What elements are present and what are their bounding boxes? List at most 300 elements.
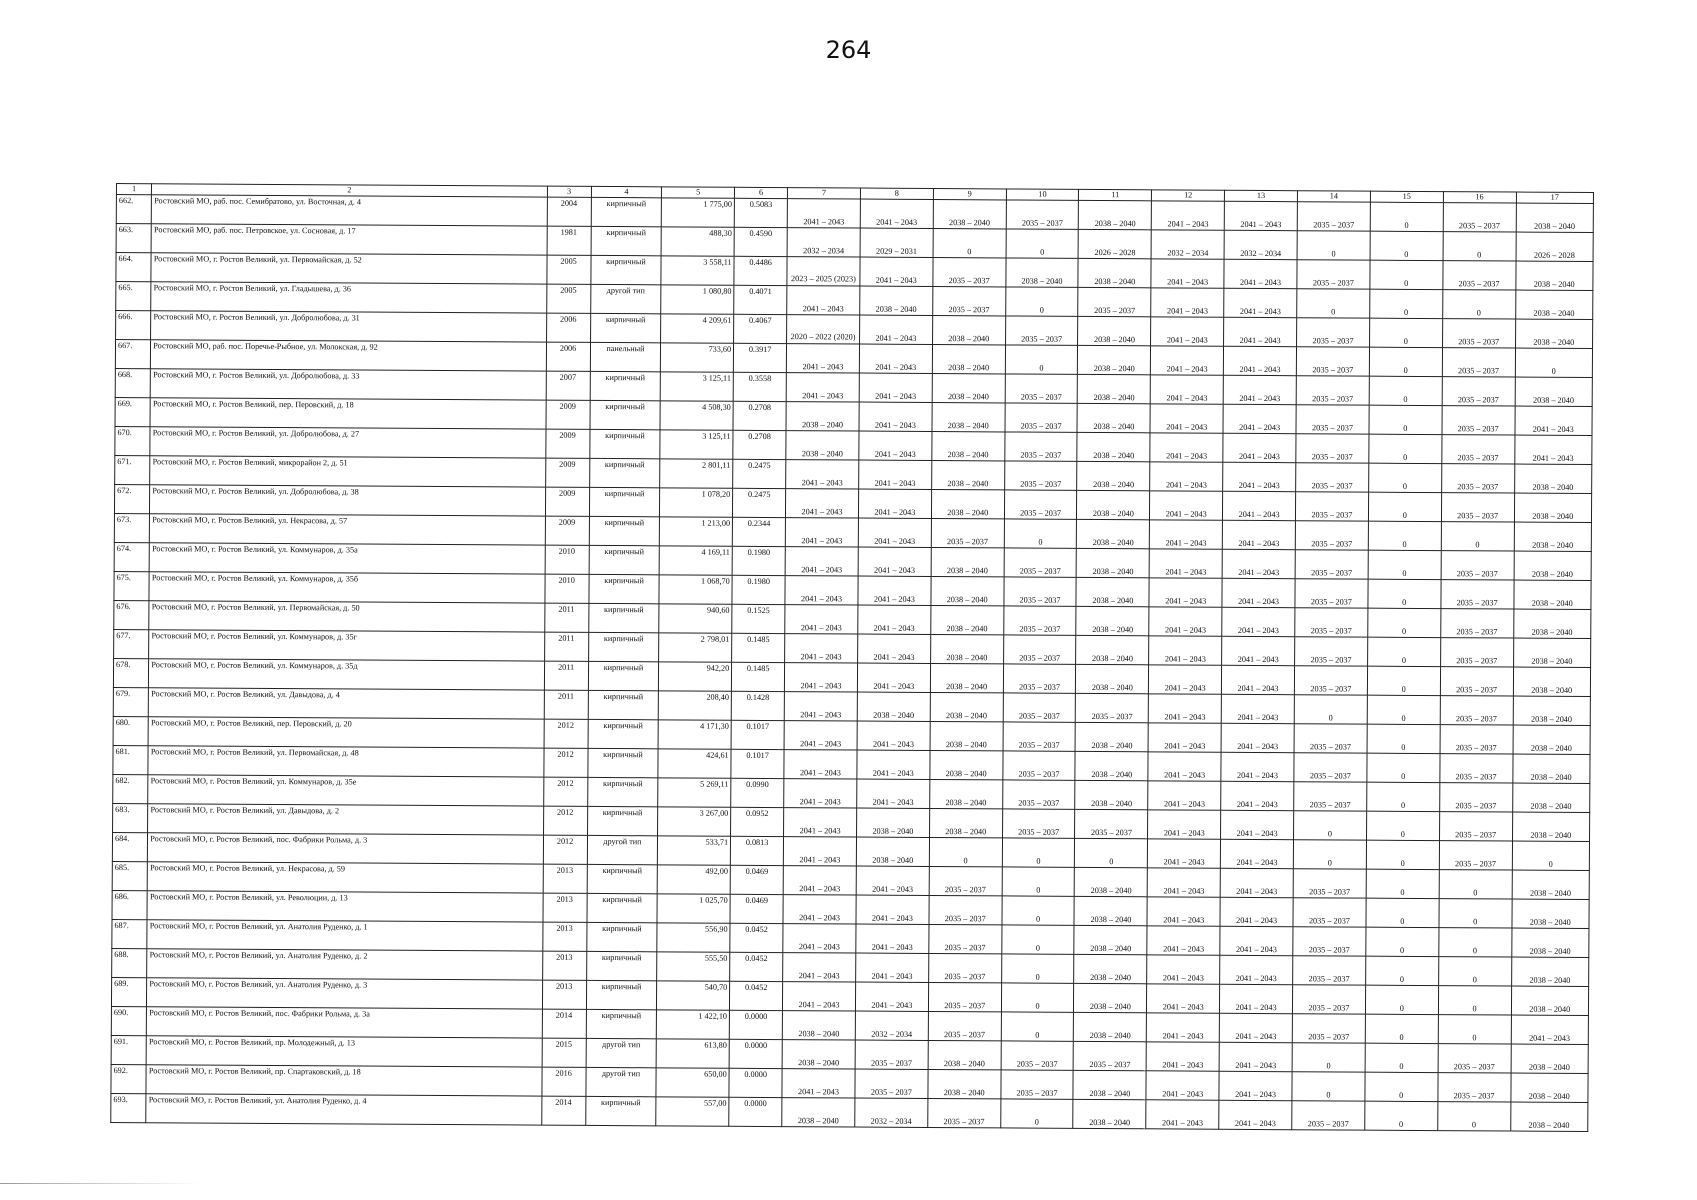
period-col-11-cell: 2035 – 2037: [1075, 809, 1148, 838]
period-col-13-cell: 2041 – 2043: [1221, 839, 1294, 868]
period-col-7-cell: 2041 – 2043: [783, 924, 856, 953]
period-col-7-cell: 2041 – 2043: [783, 866, 856, 895]
period-col-17-cell: 2041 – 2043: [1515, 406, 1593, 435]
period-col-9-cell: 2038 – 2040: [928, 1040, 1001, 1069]
period-col-11-cell: 2038 – 2040: [1077, 403, 1150, 432]
row-number-cell: 665.: [116, 282, 151, 311]
wall-material-cell: кирпичный: [588, 719, 659, 748]
period-col-17-cell: 2038 – 2040: [1513, 667, 1591, 696]
period-col-11-cell: 2035 – 2037: [1074, 1041, 1147, 1070]
period-col-7-cell: 2041 – 2043: [784, 692, 857, 721]
period-col-16-cell: 2035 – 2037: [1443, 261, 1516, 290]
build-year-cell: 2004: [547, 197, 591, 226]
wall-material-cell: кирпичный: [589, 516, 660, 545]
build-year-cell: 2006: [546, 342, 590, 371]
period-col-14-cell: 2035 – 2037: [1293, 927, 1366, 956]
build-year-cell: 2009: [545, 487, 589, 516]
period-col-7-cell: 2041 – 2043: [783, 895, 856, 924]
wall-material-cell: кирпичный: [587, 777, 658, 806]
period-col-17-cell: 2038 – 2040: [1513, 696, 1591, 725]
wear-ratio-cell: 0.2475: [733, 488, 786, 517]
period-col-9-cell: 2038 – 2040: [931, 547, 1004, 576]
period-col-13-cell: 2041 – 2043: [1222, 607, 1295, 636]
column-number-7: 7: [788, 188, 861, 199]
wear-ratio-cell: 0.2708: [733, 401, 786, 430]
period-col-9-cell: 2038 – 2040: [932, 431, 1005, 460]
row-number-cell: 674.: [114, 542, 149, 571]
period-col-14-cell: 2035 – 2037: [1293, 869, 1366, 898]
address-cell: Ростовский МО, г. Ростов Великий, ул. Анатолия Руденко, д. 4: [146, 1094, 541, 1125]
row-number-cell: 664.: [116, 253, 151, 282]
build-year-cell: 2016: [541, 1067, 585, 1096]
wear-ratio-cell: 0.4071: [734, 285, 787, 314]
period-col-10-cell: 2035 – 2037: [1003, 693, 1076, 722]
period-col-13-cell: 2041 – 2043: [1220, 897, 1293, 926]
period-col-14-cell: 2035 – 2037: [1293, 956, 1366, 985]
period-col-8-cell: 2041 – 2043: [860, 199, 933, 228]
period-col-12-cell: 2032 – 2034: [1151, 230, 1224, 259]
build-year-cell: 2005: [546, 284, 590, 313]
period-col-15-cell: 0: [1368, 492, 1441, 521]
period-col-15-cell: 0: [1369, 347, 1442, 376]
period-col-14-cell: 2035 – 2037: [1295, 579, 1368, 608]
wall-material-cell: кирпичный: [588, 690, 659, 719]
period-col-7-cell: 2038 – 2040: [782, 1040, 855, 1069]
period-col-9-cell: 2035 – 2037: [928, 982, 1001, 1011]
wall-material-cell: кирпичный: [589, 574, 660, 603]
period-col-8-cell: 2041 – 2043: [858, 605, 931, 634]
row-number-cell: 688.: [112, 948, 147, 977]
period-col-15-cell: 0: [1370, 260, 1443, 289]
area-cell: 1 068,70: [659, 575, 732, 604]
period-col-7-cell: 2041 – 2043: [785, 547, 858, 576]
build-year-cell: 2014: [542, 1009, 586, 1038]
period-col-8-cell: 2029 – 2031: [860, 228, 933, 257]
area-cell: 1 213,00: [660, 517, 733, 546]
period-col-14-cell: 2035 – 2037: [1293, 898, 1366, 927]
period-col-8-cell: 2041 – 2043: [860, 257, 933, 286]
row-number-cell: 693.: [111, 1093, 146, 1122]
period-col-15-cell: 0: [1365, 1072, 1438, 1101]
period-col-17-cell: 2038 – 2040: [1511, 986, 1589, 1015]
period-col-10-cell: 0: [1006, 229, 1079, 258]
period-col-7-cell: 2041 – 2043: [784, 721, 857, 750]
row-number-cell: 662.: [116, 195, 151, 224]
area-cell: 2 801,11: [660, 459, 733, 488]
period-col-8-cell: 2032 – 2034: [855, 1011, 928, 1040]
period-col-16-cell: 2035 – 2037: [1441, 493, 1514, 522]
row-number-cell: 687.: [112, 919, 147, 948]
wall-material-cell: панельный: [590, 342, 661, 371]
period-col-7-cell: 2041 – 2043: [785, 634, 858, 663]
row-number-cell: 692.: [111, 1064, 146, 1093]
period-col-12-cell: 2041 – 2043: [1147, 926, 1220, 955]
period-col-17-cell: 2038 – 2040: [1513, 580, 1591, 609]
period-col-14-cell: 2035 – 2037: [1296, 463, 1369, 492]
address-cell: Ростовский МО, раб. пос. Семибратово, ул. Восточная, д. 4: [152, 195, 547, 226]
period-col-11-cell: 2038 – 2040: [1077, 432, 1150, 461]
build-year-cell: 2010: [544, 574, 588, 603]
build-year-cell: 2012: [543, 806, 587, 835]
period-col-16-cell: 2035 – 2037: [1441, 551, 1514, 580]
row-number-cell: 691.: [111, 1035, 146, 1064]
period-col-9-cell: 2035 – 2037: [929, 924, 1002, 953]
period-col-16-cell: 2035 – 2037: [1439, 812, 1512, 841]
period-col-12-cell: 2041 – 2043: [1149, 694, 1222, 723]
area-cell: 3 125,11: [660, 372, 733, 401]
wear-ratio-cell: 0.2708: [733, 430, 786, 459]
period-col-13-cell: 2041 – 2043: [1223, 462, 1296, 491]
period-col-10-cell: 2035 – 2037: [1005, 403, 1078, 432]
period-col-9-cell: 2038 – 2040: [931, 576, 1004, 605]
period-col-14-cell: 2035 – 2037: [1296, 347, 1369, 376]
period-col-13-cell: 2041 – 2043: [1224, 259, 1297, 288]
period-col-9-cell: 2038 – 2040: [930, 692, 1003, 721]
period-col-11-cell: 2038 – 2040: [1077, 548, 1150, 577]
period-col-16-cell: 0: [1438, 986, 1511, 1015]
period-col-11-cell: 2035 – 2037: [1078, 287, 1151, 316]
wall-material-cell: кирпичный: [589, 458, 660, 487]
period-col-12-cell: 2041 – 2043: [1148, 781, 1221, 810]
wear-ratio-cell: 0.1980: [732, 575, 785, 604]
period-col-9-cell: 2038 – 2040: [928, 1069, 1001, 1098]
period-col-7-cell: 2041 – 2043: [787, 286, 860, 315]
period-col-11-cell: 2038 – 2040: [1074, 1012, 1147, 1041]
build-year-cell: 2011: [544, 690, 588, 719]
address-cell: Ростовский МО, г. Ростов Великий, пос. Фабрики Рольма, д. 3а: [147, 1007, 542, 1038]
period-col-10-cell: 0: [1000, 1099, 1073, 1128]
period-col-7-cell: 2041 – 2043: [784, 779, 857, 808]
row-number-cell: 671.: [115, 455, 150, 484]
build-year-cell: 2006: [546, 313, 590, 342]
wear-ratio-cell: 0.0452: [730, 981, 783, 1010]
period-col-11-cell: 2038 – 2040: [1076, 664, 1149, 693]
period-col-13-cell: 2041 – 2043: [1219, 1100, 1292, 1129]
build-year-cell: 2012: [543, 748, 587, 777]
build-year-cell: 2013: [542, 893, 586, 922]
period-col-8-cell: 2032 – 2034: [855, 1098, 928, 1127]
build-year-cell: 2009: [545, 429, 589, 458]
period-col-12-cell: 2041 – 2043: [1150, 462, 1223, 491]
build-year-cell: 2011: [544, 661, 588, 690]
period-col-12-cell: 2041 – 2043: [1146, 1071, 1219, 1100]
address-cell: Ростовский МО, г. Ростов Великий, ул. Коммунаров, д. 35г: [149, 630, 544, 661]
row-number-cell: 669.: [115, 397, 150, 426]
period-col-10-cell: 2035 – 2037: [1004, 548, 1077, 577]
period-col-12-cell: 2041 – 2043: [1148, 752, 1221, 781]
period-col-10-cell: 0: [1005, 287, 1078, 316]
period-col-15-cell: 0: [1368, 579, 1441, 608]
period-col-8-cell: 2041 – 2043: [859, 373, 932, 402]
period-col-15-cell: 0: [1369, 318, 1442, 347]
period-col-12-cell: 2041 – 2043: [1151, 288, 1224, 317]
build-year-cell: 2014: [541, 1096, 585, 1125]
period-col-10-cell: 0: [1001, 925, 1074, 954]
period-col-15-cell: 0: [1370, 202, 1443, 231]
wear-ratio-cell: 0.0469: [730, 894, 783, 923]
area-cell: 208,40: [659, 691, 732, 720]
address-cell: Ростовский МО, раб. пос. Поречье-Рыбное, ул. Молокская, д. 92: [151, 340, 546, 371]
period-col-9-cell: 2038 – 2040: [930, 634, 1003, 663]
row-number-cell: 663.: [116, 224, 151, 253]
area-cell: 533,71: [658, 836, 731, 865]
address-cell: Ростовский МО, раб. пос. Петровское, ул. Сосновая, д. 17: [151, 224, 546, 255]
period-col-8-cell: 2041 – 2043: [856, 866, 929, 895]
period-col-16-cell: 2035 – 2037: [1443, 203, 1516, 232]
period-col-15-cell: 0: [1365, 1101, 1438, 1130]
period-col-10-cell: 2035 – 2037: [1004, 432, 1077, 461]
wear-ratio-cell: 0.1017: [731, 720, 784, 749]
column-number-9: 9: [933, 188, 1006, 199]
period-col-7-cell: 2041 – 2043: [783, 837, 856, 866]
area-cell: 1 078,20: [660, 488, 733, 517]
area-cell: 4 209,61: [661, 314, 734, 343]
period-col-16-cell: 0: [1441, 522, 1514, 551]
period-col-14-cell: 2035 – 2037: [1295, 637, 1368, 666]
period-col-15-cell: 0: [1369, 405, 1442, 434]
period-col-13-cell: 2041 – 2043: [1222, 549, 1295, 578]
period-col-11-cell: 2038 – 2040: [1078, 316, 1151, 345]
period-col-8-cell: 2035 – 2037: [855, 1069, 928, 1098]
period-col-11-cell: 2038 – 2040: [1078, 345, 1151, 374]
wall-material-cell: кирпичный: [590, 313, 661, 342]
period-col-10-cell: 0: [1002, 838, 1075, 867]
wall-material-cell: кирпичный: [586, 922, 657, 951]
period-col-7-cell: 2041 – 2043: [786, 460, 859, 489]
period-col-15-cell: 0: [1366, 869, 1439, 898]
wear-ratio-cell: 0.4590: [734, 227, 787, 256]
address-cell: Ростовский МО, г. Ростов Великий, ул. Некрасова, д. 57: [150, 514, 545, 545]
period-col-11-cell: 2038 – 2040: [1075, 780, 1148, 809]
period-col-15-cell: 0: [1367, 666, 1440, 695]
wear-ratio-cell: 0.0000: [729, 1010, 782, 1039]
period-col-13-cell: 2041 – 2043: [1222, 665, 1295, 694]
period-col-16-cell: 2035 – 2037: [1438, 1073, 1511, 1102]
address-cell: Ростовский МО, г. Ростов Великий, ул. Давыдова, д. 2: [148, 804, 543, 835]
period-col-12-cell: 2041 – 2043: [1150, 433, 1223, 462]
period-col-12-cell: 2041 – 2043: [1149, 549, 1222, 578]
period-col-9-cell: 2038 – 2040: [931, 605, 1004, 634]
row-number-cell: 667.: [115, 340, 150, 369]
period-col-17-cell: 2038 – 2040: [1514, 551, 1592, 580]
column-number-14: 14: [1297, 191, 1370, 202]
period-col-17-cell: 2038 – 2040: [1516, 203, 1594, 232]
wear-ratio-cell: 0.1525: [732, 604, 785, 633]
period-col-9-cell: 2035 – 2037: [929, 866, 1002, 895]
wear-ratio-cell: 0.3558: [733, 372, 786, 401]
period-col-11-cell: 2038 – 2040: [1076, 635, 1149, 664]
column-number-3: 3: [547, 186, 591, 197]
wall-material-cell: кирпичный: [590, 371, 661, 400]
build-year-cell: 1981: [547, 226, 591, 255]
period-col-17-cell: 0: [1512, 841, 1590, 870]
period-col-7-cell: 2038 – 2040: [782, 1011, 855, 1040]
period-col-17-cell: 2026 – 2028: [1516, 232, 1594, 261]
build-year-cell: 2013: [542, 980, 586, 1009]
period-col-12-cell: 2041 – 2043: [1150, 491, 1223, 520]
period-col-15-cell: 0: [1367, 695, 1440, 724]
period-col-17-cell: 2038 – 2040: [1515, 261, 1593, 290]
row-number-cell: 677.: [114, 629, 149, 658]
period-col-14-cell: 2035 – 2037: [1296, 376, 1369, 405]
address-cell: Ростовский МО, г. Ростов Великий, ул. Добролюбова, д. 38: [150, 485, 545, 516]
period-col-9-cell: 2038 – 2040: [932, 344, 1005, 373]
period-col-12-cell: 2041 – 2043: [1147, 955, 1220, 984]
period-col-17-cell: 2038 – 2040: [1513, 609, 1591, 638]
period-col-7-cell: 2041 – 2043: [785, 605, 858, 634]
period-col-7-cell: 2038 – 2040: [786, 402, 859, 431]
wear-ratio-cell: 0.5083: [734, 198, 787, 227]
wall-material-cell: кирпичный: [586, 1009, 657, 1038]
period-col-15-cell: 0: [1369, 376, 1442, 405]
period-col-10-cell: 2035 – 2037: [1002, 780, 1075, 809]
period-col-14-cell: 0: [1292, 1043, 1365, 1072]
row-number-cell: 668.: [115, 368, 150, 397]
period-col-16-cell: 2035 – 2037: [1440, 638, 1513, 667]
period-col-13-cell: 2041 – 2043: [1220, 955, 1293, 984]
column-number-17: 17: [1516, 192, 1594, 203]
period-col-17-cell: 2038 – 2040: [1511, 957, 1589, 986]
period-col-12-cell: 2041 – 2043: [1148, 810, 1221, 839]
period-col-10-cell: 2035 – 2037: [1005, 374, 1078, 403]
build-year-cell: 2009: [545, 458, 589, 487]
address-cell: Ростовский МО, г. Ростов Великий, ул. Добролюбова, д. 33: [151, 369, 546, 400]
address-cell: Ростовский МО, г. Ростов Великий, ул. Давыдова, д. 4: [149, 688, 544, 719]
area-cell: 2 798,01: [659, 633, 732, 662]
period-col-16-cell: 0: [1438, 1015, 1511, 1044]
period-col-8-cell: 2041 – 2043: [858, 518, 931, 547]
period-col-9-cell: 2038 – 2040: [929, 808, 1002, 837]
period-col-16-cell: 2035 – 2037: [1439, 783, 1512, 812]
period-col-10-cell: 2035 – 2037: [1003, 751, 1076, 780]
period-col-10-cell: 2035 – 2037: [1005, 316, 1078, 345]
period-col-17-cell: 2038 – 2040: [1514, 493, 1592, 522]
area-cell: 1 775,00: [662, 198, 735, 227]
period-col-9-cell: 2038 – 2040: [932, 402, 1005, 431]
area-cell: 4 508,30: [660, 401, 733, 430]
wall-material-cell: кирпичный: [587, 806, 658, 835]
period-col-8-cell: 2041 – 2043: [856, 953, 929, 982]
period-col-13-cell: 2041 – 2043: [1224, 346, 1297, 375]
build-year-cell: 2010: [545, 545, 589, 574]
period-col-9-cell: 2038 – 2040: [930, 750, 1003, 779]
period-col-10-cell: 2038 – 2040: [1006, 258, 1079, 287]
column-number-11: 11: [1079, 189, 1152, 200]
period-col-10-cell: 0: [1004, 519, 1077, 548]
period-col-13-cell: 2041 – 2043: [1222, 636, 1295, 665]
period-col-8-cell: 2041 – 2043: [858, 634, 931, 663]
period-col-8-cell: 2041 – 2043: [857, 721, 930, 750]
period-col-11-cell: 2038 – 2040: [1079, 200, 1152, 229]
period-col-13-cell: 2041 – 2043: [1220, 868, 1293, 897]
period-col-12-cell: 2041 – 2043: [1147, 897, 1220, 926]
wear-ratio-cell: 0.2344: [732, 517, 785, 546]
area-cell: 4 171,30: [658, 720, 731, 749]
row-number-cell: 675.: [114, 571, 149, 600]
period-col-15-cell: 0: [1369, 434, 1442, 463]
column-number-6: 6: [735, 187, 788, 198]
area-cell: 3 267,00: [658, 807, 731, 836]
period-col-14-cell: 2035 – 2037: [1292, 1101, 1365, 1130]
period-col-16-cell: 2035 – 2037: [1438, 1044, 1511, 1073]
period-col-15-cell: 0: [1365, 1014, 1438, 1043]
address-cell: Ростовский МО, г. Ростов Великий, пос. Фабрики Рольма, д. 3: [148, 833, 543, 864]
period-col-16-cell: 2035 – 2037: [1442, 377, 1515, 406]
period-col-9-cell: 2035 – 2037: [933, 286, 1006, 315]
area-cell: 1 025,70: [657, 894, 730, 923]
period-col-10-cell: 2035 – 2037: [1002, 809, 1075, 838]
period-col-10-cell: 2035 – 2037: [1004, 577, 1077, 606]
row-number-cell: 676.: [114, 600, 149, 629]
period-col-11-cell: 2038 – 2040: [1077, 461, 1150, 490]
address-cell: Ростовский МО, г. Ростов Великий, ул. Добролюбова, д. 27: [150, 427, 545, 458]
build-year-cell: 2012: [543, 835, 587, 864]
period-col-7-cell: 2041 – 2043: [786, 373, 859, 402]
period-col-9-cell: 2035 – 2037: [928, 1098, 1001, 1127]
period-col-16-cell: 2035 – 2037: [1440, 754, 1513, 783]
period-col-16-cell: 2035 – 2037: [1440, 725, 1513, 754]
address-cell: Ростовский МО, г. Ростов Великий, ул. Коммунаров, д. 35д: [149, 659, 544, 690]
wear-ratio-cell: 0.0990: [731, 778, 784, 807]
period-col-13-cell: 2041 – 2043: [1224, 201, 1297, 230]
period-col-17-cell: 2038 – 2040: [1514, 522, 1592, 551]
period-col-12-cell: 2041 – 2043: [1150, 375, 1223, 404]
row-number-cell: 670.: [115, 426, 150, 455]
period-col-16-cell: 2035 – 2037: [1439, 841, 1512, 870]
period-col-14-cell: 0: [1294, 695, 1367, 724]
area-cell: 3 125,11: [660, 430, 733, 459]
period-col-16-cell: 2035 – 2037: [1440, 696, 1513, 725]
period-col-8-cell: 2041 – 2043: [856, 924, 929, 953]
period-col-11-cell: 2038 – 2040: [1073, 1099, 1146, 1128]
period-col-15-cell: 0: [1368, 463, 1441, 492]
period-col-7-cell: 2041 – 2043: [785, 576, 858, 605]
row-number-cell: 679.: [113, 687, 148, 716]
register-sheet: [110, 183, 1594, 1132]
period-col-9-cell: 2038 – 2040: [929, 779, 1002, 808]
period-col-12-cell: 2041 – 2043: [1152, 201, 1225, 230]
period-col-14-cell: 0: [1294, 811, 1367, 840]
area-cell: 613,80: [656, 1039, 729, 1068]
housing-register-table: [110, 183, 1594, 1132]
period-col-17-cell: 2038 – 2040: [1511, 1044, 1589, 1073]
period-col-15-cell: 0: [1367, 637, 1440, 666]
period-col-15-cell: 0: [1365, 985, 1438, 1014]
wall-material-cell: кирпичный: [591, 226, 662, 255]
period-col-10-cell: 2035 – 2037: [1004, 490, 1077, 519]
row-number-cell: 680.: [113, 716, 148, 745]
build-year-cell: 2007: [546, 371, 590, 400]
period-col-16-cell: 0: [1439, 899, 1512, 928]
address-cell: Ростовский МО, г. Ростов Великий, ул. Коммунаров, д. 35е: [148, 775, 543, 806]
period-col-14-cell: 2035 – 2037: [1296, 405, 1369, 434]
period-col-7-cell: 2038 – 2040: [786, 431, 859, 460]
build-year-cell: 2011: [544, 632, 588, 661]
period-col-10-cell: 2035 – 2037: [1001, 1041, 1074, 1070]
period-col-16-cell: 2035 – 2037: [1440, 667, 1513, 696]
period-col-17-cell: 2038 – 2040: [1511, 928, 1589, 957]
build-year-cell: 2012: [544, 719, 588, 748]
period-col-7-cell: 2038 – 2040: [782, 1098, 855, 1127]
period-col-9-cell: 2038 – 2040: [931, 489, 1004, 518]
period-col-10-cell: 2035 – 2037: [1003, 606, 1076, 635]
period-col-8-cell: 2041 – 2043: [857, 750, 930, 779]
period-col-7-cell: 2020 – 2022 (2020): [787, 315, 860, 344]
period-col-10-cell: 0: [1005, 345, 1078, 374]
period-col-16-cell: 2035 – 2037: [1442, 348, 1515, 377]
wall-material-cell: другой тип: [590, 284, 661, 313]
period-col-10-cell: 2035 – 2037: [1003, 722, 1076, 751]
